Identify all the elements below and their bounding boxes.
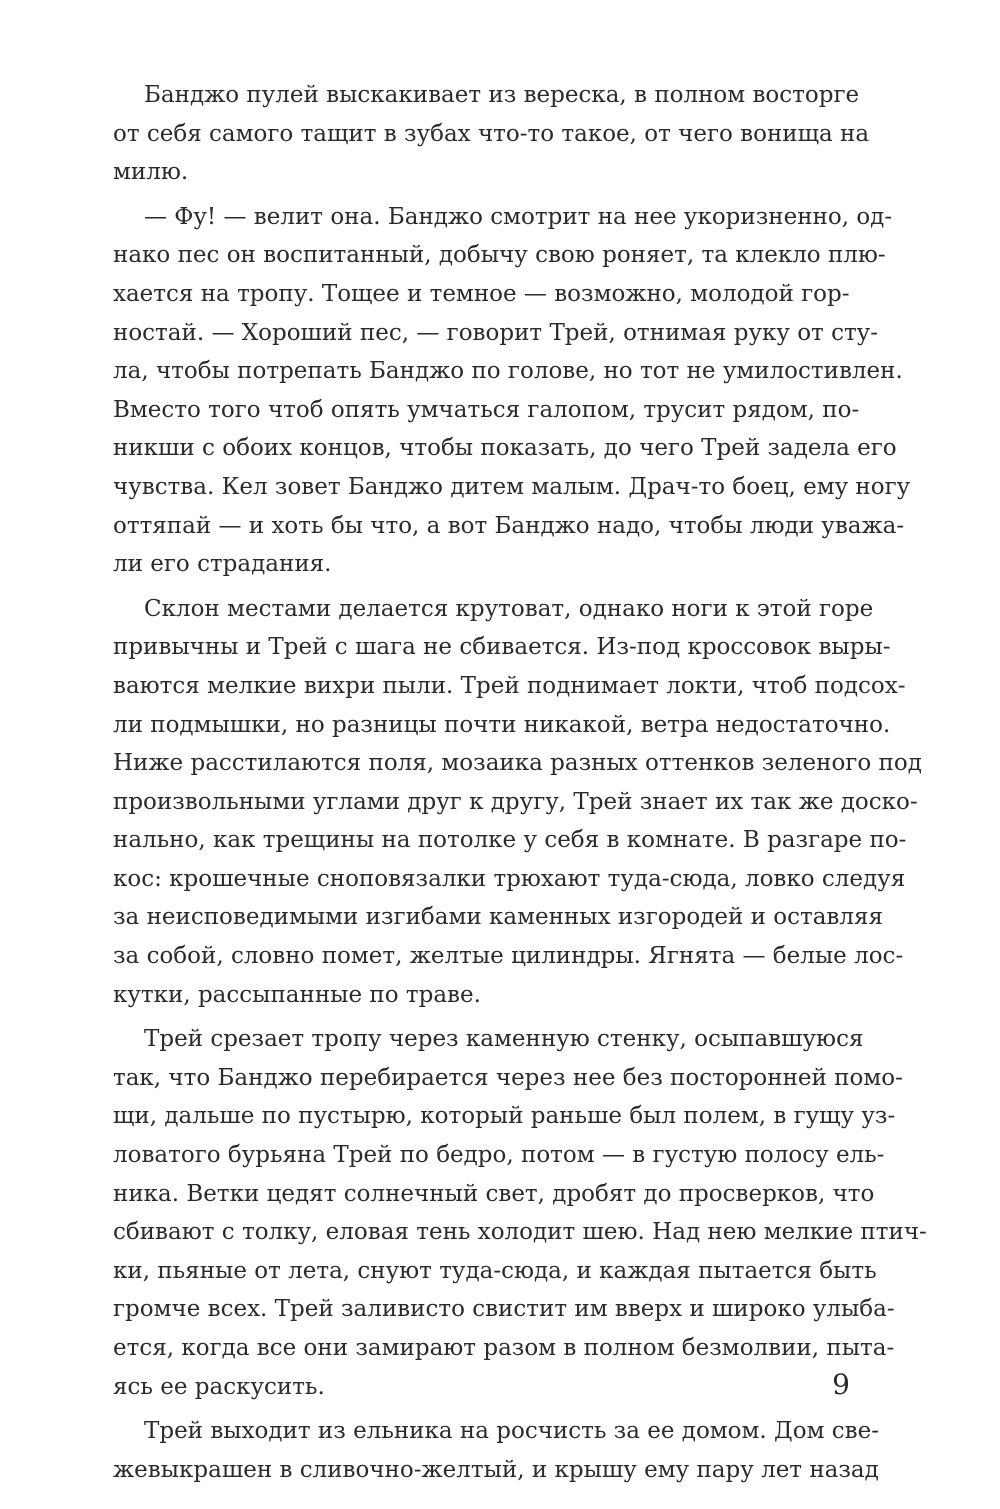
text-line: за собой, словно помет, желтые цилиндры. Ягнята — белые лос- [113, 943, 904, 970]
text-line: ли подмышки, но разницы почти никакой, ветра недостаточно. [113, 711, 891, 738]
text-line: ли его страдания. [113, 551, 332, 578]
page-number: 9 [832, 1368, 850, 1401]
paragraph [113, 1020, 927, 1406]
paragraph [113, 590, 922, 1015]
text-line: Банджо пулей выскакивает из вереска, в полном восторге [144, 82, 860, 108]
text-line: ловатого бурьяна Трей по бедро, потом — в густую полосу ель- [113, 1142, 885, 1169]
text-line: — Фу! — велит она. Банджо смотрит на нее укоризненно, од- [144, 203, 893, 230]
text-line: ясь ее раскусить. [113, 1373, 325, 1400]
text-line: Трей срезает тропу через каменную стенку, осыпавшуюся [144, 1026, 864, 1053]
text-line: ностай. — Хороший пес, — говорит Трей, отнимая руку от сту- [113, 319, 878, 346]
text-line: от себя самого тащит в зубах что-то такое, от чего вонища на [113, 120, 870, 147]
text-line: жевыкрашен в сливочно-желтый, и крышу ему пару лет назад [113, 1456, 879, 1483]
text-line: никши с обоих концов, чтобы показать, до чего Трей задела его [113, 435, 897, 462]
text-line: громче всех. Трей заливисто свистит им вверх и широко улыба- [113, 1296, 895, 1323]
paragraph [113, 76, 870, 192]
text-line: произвольными углами друг к другу, Трей знает их так же доско- [113, 788, 918, 815]
text-line: кос: крошечные сноповязалки трюхают туда-сюда, ловко следуя [113, 865, 906, 892]
text-line: сбивают с толку, еловая тень холодит шею. Над нею мелкие птич- [113, 1219, 927, 1246]
text-line: Вместо того чтоб опять умчаться галопом, трусит рядом, по- [113, 396, 860, 423]
text-line: ника. Ветки цедят солнечный свет, дробят до просверков, что [113, 1180, 875, 1207]
text-line: привычны и Трей с шага не сбивается. Из-под кроссовок выры- [113, 634, 891, 661]
text-line: ки, пьяные от лета, снуют туда-сюда, и каждая пытается быть [113, 1257, 877, 1284]
text-line: за неисповедимыми изгибами каменных изгородей и оставляя [113, 904, 883, 931]
text-line: нако пес он воспитанный, добычу свою роняет, та клекло плю- [113, 242, 886, 269]
text-line: ется, когда все они замирают разом в полном безмолвии, пыта- [113, 1335, 895, 1361]
text-line: оттяпай — и хоть бы что, а вот Банджо надо, чтобы люди уважа- [113, 512, 905, 539]
text-line: ла, чтобы потрепать Банджо по голове, но тот не умилостивлен. [113, 358, 903, 385]
text-line: хается на тропу. Тощее и темное — возможно, молодой гор- [113, 280, 850, 307]
text-line: ваются мелкие вихри пыли. Трей поднимает локти, чтоб подсох- [113, 672, 906, 699]
text-line: нально, как трещины на потолке у себя в комнате. В разгаре по- [113, 827, 907, 854]
text-line: чувства. Кел зовет Банджо дитем малым. Драч-то боец, ему ногу [113, 473, 911, 500]
body-text [113, 76, 927, 1489]
text-line: так, что Банджо перебирается через нее без посторонней помо- [113, 1064, 903, 1091]
text-line: милю. [113, 159, 189, 186]
text-line: Склон местами делается крутоват, однако ноги к этой горе [144, 595, 874, 622]
paragraph [113, 1412, 880, 1489]
text-line: щи, дальше по пустырю, который раньше был полем, в гущу уз- [113, 1103, 896, 1130]
text-line: кутки, рассыпанные по траве. [113, 981, 481, 1008]
text-line: Трей выходит из ельника на росчисть за ее домом. Дом све- [144, 1418, 880, 1445]
text-line: Ниже расстилаются поля, мозаика разных оттенков зеленого под [113, 750, 922, 777]
paragraph [113, 198, 911, 584]
